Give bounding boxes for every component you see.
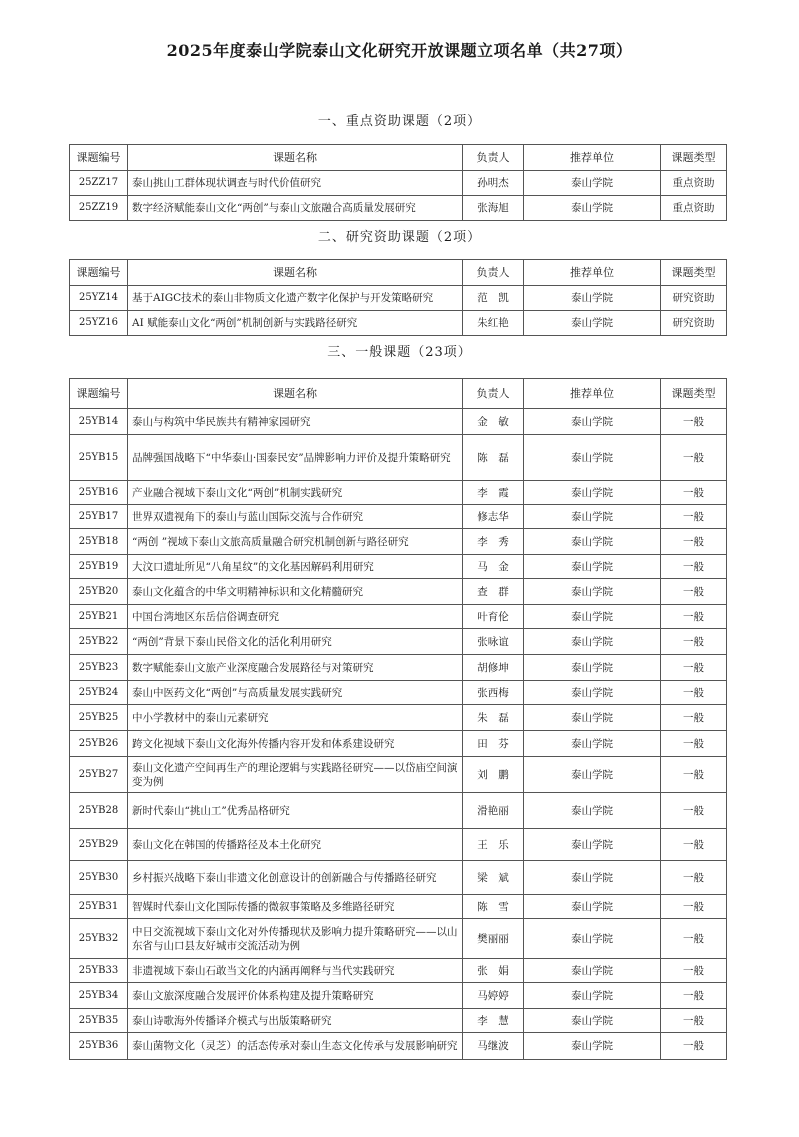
project-code: 25YB21: [70, 605, 128, 629]
table-row: [70, 655, 727, 681]
project-code: 25YB33: [70, 959, 128, 983]
project-code: 25ZZ19: [70, 196, 128, 221]
project-code: 25YB26: [70, 731, 128, 757]
project-unit: 泰山学院: [524, 919, 661, 959]
project-name: 新时代泰山“挑山工”优秀品格研究: [128, 793, 463, 829]
header-leader: 负责人: [463, 260, 524, 286]
project-name: 泰山文化蕴含的中华文明精神标识和文化精髓研究: [128, 579, 463, 605]
project-leader: 樊丽丽: [463, 919, 524, 959]
project-unit: 泰山学院: [524, 861, 661, 895]
project-code: 25YZ14: [70, 286, 128, 311]
table-row: [70, 311, 727, 336]
project-unit: 泰山学院: [524, 895, 661, 919]
project-leader: 查 群: [463, 579, 524, 605]
header-leader: 负责人: [463, 379, 524, 409]
project-code: 25YB30: [70, 861, 128, 895]
project-unit: 泰山学院: [524, 409, 661, 435]
project-leader: 李 霞: [463, 481, 524, 505]
project-unit: 泰山学院: [524, 481, 661, 505]
project-type: 一般: [661, 655, 727, 681]
table-row: [70, 555, 727, 579]
project-code: 25YB18: [70, 529, 128, 555]
project-unit: 泰山学院: [524, 959, 661, 983]
table-row: [70, 605, 727, 629]
header-name: 课题名称: [128, 379, 463, 409]
project-type: 一般: [661, 793, 727, 829]
project-code: 25YB25: [70, 705, 128, 731]
project-leader: 胡修坤: [463, 655, 524, 681]
project-unit: 泰山学院: [524, 983, 661, 1009]
header-unit: 推荐单位: [524, 260, 661, 286]
header-unit: 推荐单位: [524, 145, 661, 171]
table-row: [70, 731, 727, 757]
project-name: 中小学教材中的泰山元素研究: [128, 705, 463, 731]
project-unit: 泰山学院: [524, 1033, 661, 1060]
general-projects-table: [69, 378, 727, 1060]
project-type: 一般: [661, 829, 727, 861]
project-type: 一般: [661, 409, 727, 435]
project-code: 25YB22: [70, 629, 128, 655]
header-leader: 负责人: [463, 145, 524, 171]
project-type: 一般: [661, 983, 727, 1009]
project-type: 一般: [661, 895, 727, 919]
project-code: 25YB20: [70, 579, 128, 605]
project-leader: 朱 磊: [463, 705, 524, 731]
project-code: 25YB17: [70, 505, 128, 529]
project-unit: 泰山学院: [524, 681, 661, 705]
table-row: [70, 861, 727, 895]
project-type: 一般: [661, 681, 727, 705]
project-code: 25YB29: [70, 829, 128, 861]
project-code: 25YB34: [70, 983, 128, 1009]
project-code: 25YB31: [70, 895, 128, 919]
project-unit: 泰山学院: [524, 435, 661, 481]
project-type: 一般: [661, 1033, 727, 1060]
table-row: [70, 959, 727, 983]
project-name: 世界双遗视角下的泰山与蓝山国际交流与合作研究: [128, 505, 463, 529]
project-name: 智媒时代泰山文化国际传播的微叙事策略及多维路径研究: [128, 895, 463, 919]
project-code: 25YB32: [70, 919, 128, 959]
project-unit: 泰山学院: [524, 1009, 661, 1033]
project-leader: 张咏谊: [463, 629, 524, 655]
table-row: [70, 793, 727, 829]
project-type: 一般: [661, 481, 727, 505]
project-leader: 金 敏: [463, 409, 524, 435]
project-leader: 陈 磊: [463, 435, 524, 481]
project-unit: 泰山学院: [524, 655, 661, 681]
table-row: [70, 171, 727, 196]
project-leader: 陈 雪: [463, 895, 524, 919]
project-type: 一般: [661, 529, 727, 555]
project-type: 重点资助: [661, 171, 727, 196]
table-header-row: [70, 379, 727, 409]
project-type: 一般: [661, 705, 727, 731]
project-name: 泰山与构筑中华民族共有精神家园研究: [128, 409, 463, 435]
project-type: 一般: [661, 959, 727, 983]
table-row: [70, 681, 727, 705]
project-code: 25YB14: [70, 409, 128, 435]
project-unit: 泰山学院: [524, 196, 661, 221]
project-leader: 刘 鹏: [463, 757, 524, 793]
project-type: 一般: [661, 919, 727, 959]
table-row: [70, 757, 727, 793]
project-leader: 叶育伦: [463, 605, 524, 629]
project-type: 一般: [661, 731, 727, 757]
table-row: [70, 1033, 727, 1060]
project-leader: 范 凯: [463, 286, 524, 311]
project-unit: 泰山学院: [524, 757, 661, 793]
project-type: 研究资助: [661, 311, 727, 336]
table-row: [70, 705, 727, 731]
header-code: 课题编号: [70, 379, 128, 409]
project-code: 25YB36: [70, 1033, 128, 1060]
table-row: [70, 481, 727, 505]
project-type: 一般: [661, 435, 727, 481]
project-leader: 滑艳丽: [463, 793, 524, 829]
project-unit: 泰山学院: [524, 731, 661, 757]
research-projects-table: [69, 259, 727, 336]
header-type: 课题类型: [661, 145, 727, 171]
project-type: 一般: [661, 757, 727, 793]
project-name: AI 赋能泰山文化“两创”机制创新与实践路径研究: [128, 311, 463, 336]
project-unit: 泰山学院: [524, 311, 661, 336]
project-leader: 梁 斌: [463, 861, 524, 895]
project-name: 品牌强国战略下“中华泰山·国泰民安”品牌影响力评价及提升策略研究: [128, 435, 463, 481]
project-leader: 王 乐: [463, 829, 524, 861]
project-name: 数字赋能泰山文旅产业深度融合发展路径与对策研究: [128, 655, 463, 681]
project-name: 泰山文化在韩国的传播路径及本土化研究: [128, 829, 463, 861]
project-type: 一般: [661, 605, 727, 629]
project-name: 泰山文化遗产空间再生产的理论逻辑与实践路径研究——以岱庙空间演变为例: [128, 757, 463, 793]
project-code: 25YB24: [70, 681, 128, 705]
project-unit: 泰山学院: [524, 793, 661, 829]
project-unit: 泰山学院: [524, 579, 661, 605]
project-unit: 泰山学院: [524, 529, 661, 555]
project-unit: 泰山学院: [524, 605, 661, 629]
document-title: 2025年度泰山学院泰山文化研究开放课题立项名单（共27项）: [166, 41, 633, 60]
project-name: 大汶口遗址所见“八角星纹”的文化基因解码利用研究: [128, 555, 463, 579]
project-type: 一般: [661, 579, 727, 605]
project-leader: 张海旭: [463, 196, 524, 221]
project-unit: 泰山学院: [524, 286, 661, 311]
table-row: [70, 895, 727, 919]
table-row: [70, 983, 727, 1009]
project-type: 一般: [661, 861, 727, 895]
header-name: 课题名称: [128, 145, 463, 171]
project-leader: 修志华: [463, 505, 524, 529]
table-row: [70, 1009, 727, 1033]
project-unit: 泰山学院: [524, 171, 661, 196]
project-name: 中日交流视域下泰山文化对外传播现状及影响力提升策略研究——以山东省与山口县友好城市交流活动为例: [128, 919, 463, 959]
section-heading-research: 二、研究资助课题（2项）: [317, 230, 482, 245]
table-row: [70, 829, 727, 861]
project-name: 泰山诗歌海外传播译介模式与出版策略研究: [128, 1009, 463, 1033]
project-name: “两创 ”视域下泰山文旅高质量融合研究机制创新与路径研究: [128, 529, 463, 555]
header-type: 课题类型: [661, 260, 727, 286]
project-type: 一般: [661, 1009, 727, 1033]
table-row: [70, 505, 727, 529]
project-unit: 泰山学院: [524, 829, 661, 861]
project-leader: 李 秀: [463, 529, 524, 555]
table-row: [70, 196, 727, 221]
project-unit: 泰山学院: [524, 629, 661, 655]
project-code: 25YB28: [70, 793, 128, 829]
project-leader: 李 慧: [463, 1009, 524, 1033]
project-type: 重点资助: [661, 196, 727, 221]
project-unit: 泰山学院: [524, 555, 661, 579]
project-leader: 孙明杰: [463, 171, 524, 196]
project-name: 泰山菌物文化（灵芝）的活态传承对泰山生态文化传承与发展影响研究: [128, 1033, 463, 1060]
project-code: 25YB16: [70, 481, 128, 505]
project-name: 泰山挑山工群体现状调查与时代价值研究: [128, 171, 463, 196]
project-leader: 张 娟: [463, 959, 524, 983]
table-row: [70, 409, 727, 435]
project-name: 泰山中医药文化“两创”与高质量发展实践研究: [128, 681, 463, 705]
project-leader: 马继波: [463, 1033, 524, 1060]
project-name: 跨文化视域下泰山文化海外传播内容开发和体系建设研究: [128, 731, 463, 757]
table-row: [70, 435, 727, 481]
project-code: 25YB23: [70, 655, 128, 681]
project-type: 一般: [661, 629, 727, 655]
key-projects-table: [69, 144, 727, 221]
project-unit: 泰山学院: [524, 705, 661, 731]
project-name: 产业融合视域下泰山文化“两创”机制实践研究: [128, 481, 463, 505]
project-name: 泰山文旅深度融合发展评价体系构建及提升策略研究: [128, 983, 463, 1009]
project-code: 25ZZ17: [70, 171, 128, 196]
project-code: 25YB27: [70, 757, 128, 793]
project-leader: 马婷婷: [463, 983, 524, 1009]
project-leader: 朱红艳: [463, 311, 524, 336]
project-type: 一般: [661, 505, 727, 529]
project-leader: 田 芬: [463, 731, 524, 757]
project-name: 非遗视域下泰山石敢当文化的内涵再阐释与当代实践研究: [128, 959, 463, 983]
table-row: [70, 286, 727, 311]
project-name: 基于AIGC技术的泰山非物质文化遗产数字化保护与开发策略研究: [128, 286, 463, 311]
header-code: 课题编号: [70, 260, 128, 286]
project-name: 中国台湾地区东岳信俗调查研究: [128, 605, 463, 629]
table-row: [70, 579, 727, 605]
project-code: 25YB19: [70, 555, 128, 579]
header-type: 课题类型: [661, 379, 727, 409]
project-leader: 张西梅: [463, 681, 524, 705]
project-type: 一般: [661, 555, 727, 579]
project-code: 25YB35: [70, 1009, 128, 1033]
project-code: 25YB15: [70, 435, 128, 481]
table-header-row: [70, 145, 727, 171]
table-header-row: [70, 260, 727, 286]
table-row: [70, 629, 727, 655]
section-heading-key: 一、重点资助课题（2项）: [317, 114, 482, 129]
project-unit: 泰山学院: [524, 505, 661, 529]
project-name: “两创”背景下泰山民俗文化的活化利用研究: [128, 629, 463, 655]
header-code: 课题编号: [70, 145, 128, 171]
project-name: 乡村振兴战略下泰山非遗文化创意设计的创新融合与传播路径研究: [128, 861, 463, 895]
section-heading-general: 三、一般课题（23项）: [327, 345, 472, 360]
project-leader: 马 金: [463, 555, 524, 579]
table-row: [70, 529, 727, 555]
project-name: 数字经济赋能泰山文化“两创”与泰山文旅融合高质量发展研究: [128, 196, 463, 221]
header-unit: 推荐单位: [524, 379, 661, 409]
project-code: 25YZ16: [70, 311, 128, 336]
table-row: [70, 919, 727, 959]
project-type: 研究资助: [661, 286, 727, 311]
header-name: 课题名称: [128, 260, 463, 286]
